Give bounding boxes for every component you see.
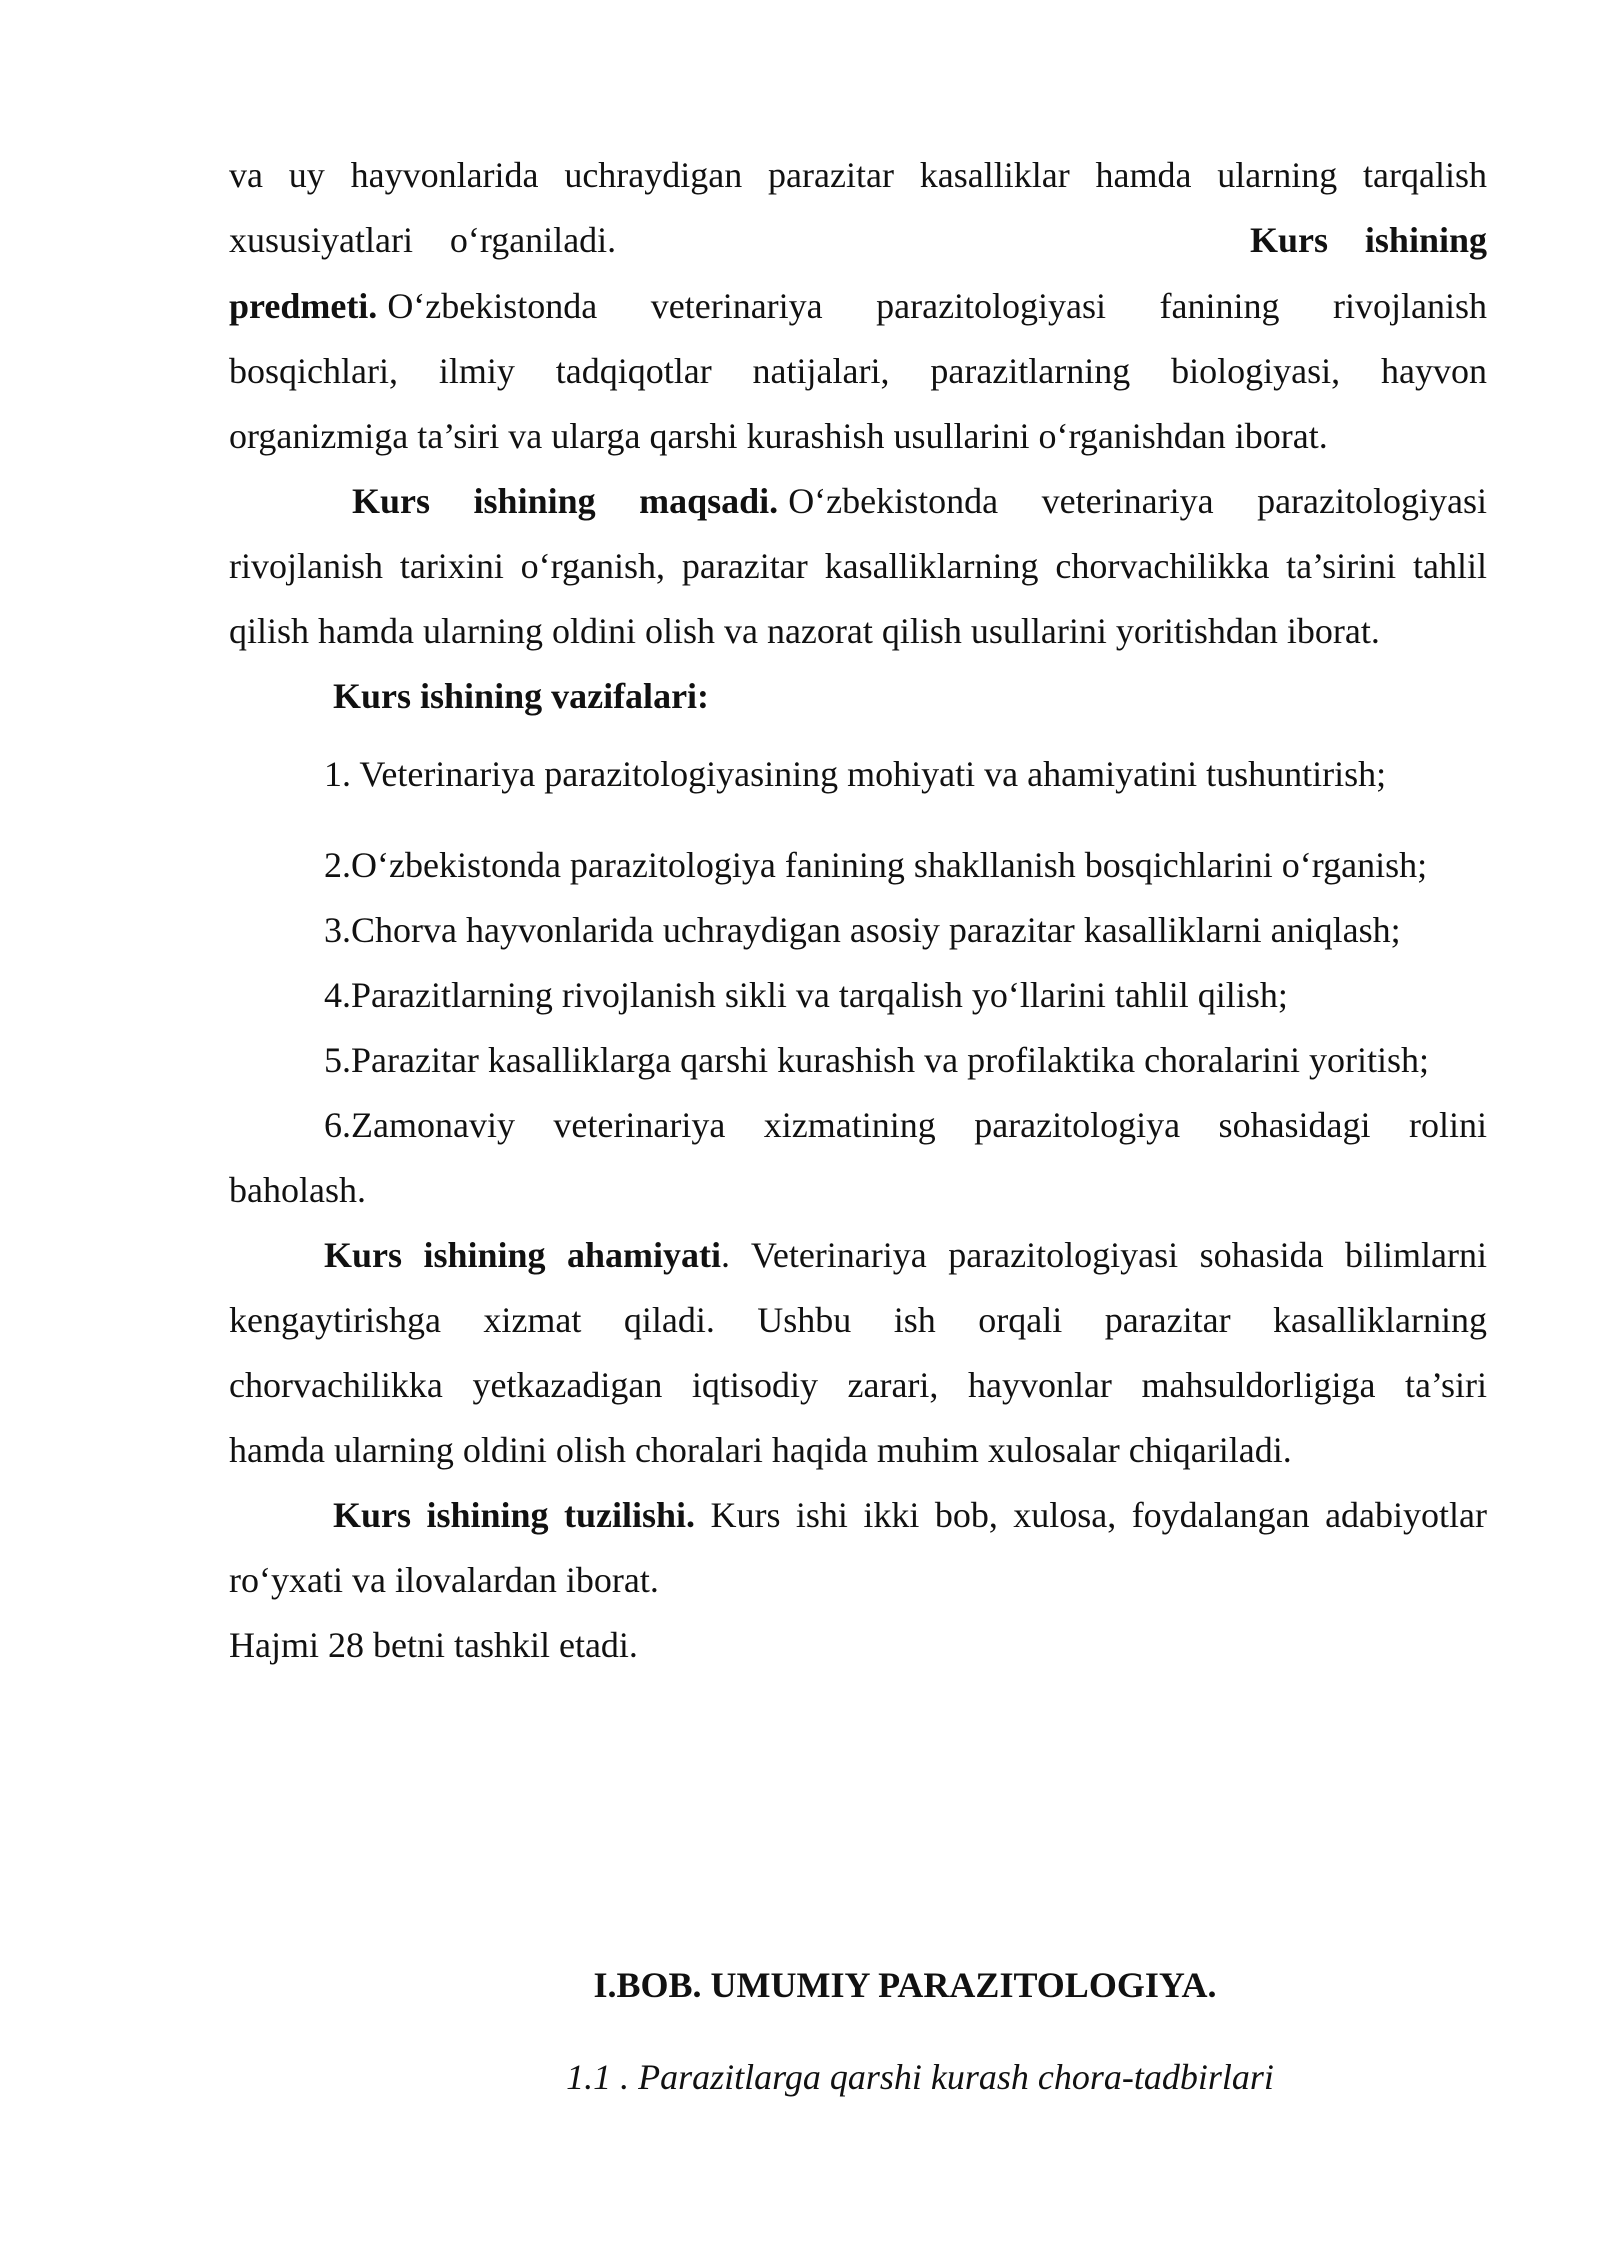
ahamiyat-line-4: hamda ularning oldini olish choralari haqida muhim xulosalar chiqariladi. bbox=[229, 1430, 1292, 1470]
intro-text: xususiyatlari o‘rganiladi. bbox=[229, 220, 617, 260]
vazifa-item-5: 5.Parazitar kasalliklarga qarshi kurashish va profilaktika choralarini yoritish; bbox=[324, 1040, 1429, 1080]
maqsad-line-3: qilish hamda ularning oldini olish va nazorat qilish usullarini yoritishdan iborat. bbox=[229, 611, 1380, 651]
chapter-title: I.BOB. UMUMIY PARAZITOLOGIYA. bbox=[593, 1965, 1217, 2005]
vazifa-item-4: 4.Parazitlarning rivojlanish sikli va tarqalish yo‘llarini tahlil qilish; bbox=[324, 975, 1288, 1015]
intro-line-2 bbox=[229, 218, 1487, 262]
vazifa-item-6-continuation: baholash. bbox=[229, 1170, 366, 1210]
vazifalar-heading: Kurs ishining vazifalari: bbox=[333, 676, 710, 716]
predmet-text-1: O‘zbekistonda veterinariya parazitologiyasi fanining rivojlanish bbox=[387, 286, 1487, 326]
predmet-line-2: bosqichlari, ilmiy tadqiqotlar natijalari, parazitlarning biologiyasi, hayvon bbox=[229, 351, 1487, 391]
tuzilish-heading: Kurs ishining tuzilishi. bbox=[333, 1495, 696, 1535]
predmet-line-3: organizmiga ta’siri va ularga qarshi kurashish usullarini o‘rganishdan iborat. bbox=[229, 416, 1328, 456]
ahamiyat-line-2: kengaytirishga xizmat qiladi. Ushbu ish orqali parazitar kasalliklarning bbox=[229, 1300, 1487, 1340]
tuzilish-text-1: Kurs ishi ikki bob, xulosa, foydalangan adabiyotlar bbox=[695, 1495, 1487, 1535]
ahamiyat-text-1: . Veterinariya parazitologiyasi sohasida bilimlarni bbox=[721, 1235, 1487, 1275]
vazifa-item-6: 6.Zamonaviy veterinariya xizmatining parazitologiya sohasidagi rolini bbox=[324, 1105, 1487, 1145]
tuzilish-line-1 bbox=[333, 1493, 1487, 1537]
ahamiyat-heading: Kurs ishining ahamiyati bbox=[324, 1235, 722, 1275]
predmet-line-1 bbox=[229, 284, 1487, 328]
intro-line-1: va uy hayvonlarida uchraydigan parazitar kasalliklar hamda ularning tarqalish bbox=[229, 155, 1487, 195]
maqsad-text-1: O‘zbekistonda veterinariya parazitologiyasi bbox=[788, 481, 1487, 521]
vazifa-item-2: 2.O‘zbekistonda parazitologiya fanining shakllanish bosqichlarini o‘rganish; bbox=[324, 845, 1428, 885]
section-title: 1.1 . Parazitlarga qarshi kurash chora-tadbirlari bbox=[566, 2057, 1274, 2097]
maqsad-line-2: rivojlanish tarixini o‘rganish, parazitar kasalliklarning chorvachilikka ta’sirini tahlil bbox=[229, 546, 1487, 586]
tuzilish-line-2: ro‘yxati va ilovalardan iborat. bbox=[229, 1560, 659, 1600]
maqsad-line-1 bbox=[352, 479, 1487, 523]
vazifa-item-3: 3.Chorva hayvonlarida uchraydigan asosiy parazitar kasalliklarni aniqlash; bbox=[324, 910, 1401, 950]
hajm-line: Hajmi 28 betni tashkil etadi. bbox=[229, 1625, 638, 1665]
vazifa-item-1: 1. Veterinariya parazitologiyasining mohiyati va ahamiyatini tushuntirish; bbox=[324, 754, 1387, 794]
predmet-heading-word-1: Kurs bbox=[1249, 220, 1328, 260]
predmet-heading-word-2: ishining bbox=[1364, 220, 1487, 260]
predmet-heading-word-3: predmeti. bbox=[229, 286, 378, 326]
maqsad-heading: Kurs ishining maqsadi. bbox=[352, 481, 779, 521]
ahamiyat-line-1 bbox=[324, 1233, 1487, 1277]
ahamiyat-line-3: chorvachilikka yetkazadigan iqtisodiy zarari, hayvonlar mahsuldorligiga ta’siri bbox=[229, 1365, 1487, 1405]
